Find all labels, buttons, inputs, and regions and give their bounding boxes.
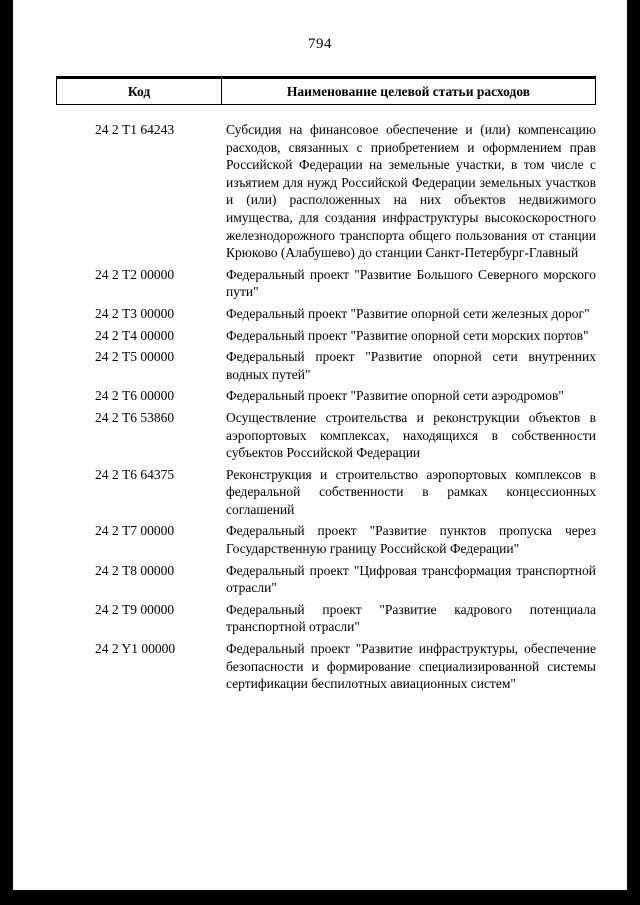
row-code: 24 2 Т3 00000: [95, 305, 175, 321]
row-code: 24 2 Т6 53860: [95, 409, 175, 425]
row-name: Федеральный проект "Развитие опорной сети внутренних водных путей": [226, 349, 596, 382]
row-name: Федеральный проект "Развитие пунктов пропуска через Государственную границу Российской Федерации": [226, 523, 596, 557]
row-name: Федеральный проект "Развитие опорной сети морских портов": [226, 327, 589, 343]
table-row: [56, 409, 596, 462]
row-code: 24 2 Y1 00000: [95, 641, 176, 657]
table-row: [56, 266, 596, 301]
row-code: 24 2 Т4 00000: [95, 327, 175, 343]
scan-border-left: [0, 0, 13, 905]
table-row: [56, 348, 596, 383]
table-row: [56, 601, 596, 636]
row-code: 24 2 Т5 00000: [95, 349, 175, 365]
row-code: 24 2 Т6 00000: [95, 388, 175, 404]
row-code: 24 2 Т8 00000: [95, 562, 175, 578]
table-body: [56, 105, 596, 693]
row-code: 24 2 Т9 00000: [95, 601, 175, 617]
row-code: 24 2 Т6 64375: [95, 466, 175, 482]
row-name: Федеральный проект "Развитие кадрового потенциала транспортной отрасли": [226, 601, 596, 635]
scan-border-bottom: [0, 890, 640, 905]
scan-border-right: [627, 0, 640, 905]
table-row: [56, 121, 596, 262]
row-code: 24 2 Т1 64243: [95, 122, 175, 137]
row-name: Федеральный проект "Развитие инфраструктуры, обеспечение безопасности и формирование специализированной системы сертификации беспилотных авиационных систем": [226, 641, 596, 692]
row-code: 24 2 Т7 00000: [95, 523, 175, 539]
table-row: [56, 466, 596, 519]
page-number: 794: [308, 36, 332, 52]
table-header-row: [56, 76, 596, 105]
table-row: [56, 640, 596, 693]
column-header-code: Код: [57, 79, 222, 104]
table-row: [56, 387, 596, 405]
row-name: Федеральный проект "Развитие опорной сети железных дорог": [226, 305, 590, 321]
expense-codes-table: [56, 76, 596, 697]
table-row: [56, 522, 596, 557]
row-name: Осуществление строительства и реконструкции объектов в аэропортовых комплексах, находящихся в собственности субъектов Российской Федерации: [226, 409, 596, 461]
row-name: Реконструкция и строительство аэропортовых комплексов в федеральной собственности в рамках концессионных соглашений: [226, 466, 596, 517]
row-name: Федеральный проект "Цифровая трансформация транспортной отрасли": [226, 562, 596, 596]
row-name: Федеральный проект "Развитие Большого Северного морского пути": [226, 266, 596, 300]
row-code: 24 2 Т2 00000: [95, 266, 175, 282]
table-row: [56, 562, 596, 597]
row-name: Федеральный проект "Развитие опорной сети аэродромов": [226, 388, 564, 404]
column-header-name: Наименование целевой статьи расходов: [286, 84, 531, 99]
table-row: [56, 327, 596, 345]
table-row: [56, 305, 596, 323]
row-name: Субсидия на финансовое обеспечение и (или) компенсацию расходов, связанных с приобретением и оформлением прав Российской Федерации на земельные участки, в том числе с изъятием для нужд Российской Федерации земельных участков и (или) расположенных на них объектов недвижимого имущества, для создания инфраструктуры высокоскоростного железнодорожного транспорта общего пользования от станции Крюково (Алабушево) до станции Санкт-Петербург-Главный: [226, 122, 596, 261]
